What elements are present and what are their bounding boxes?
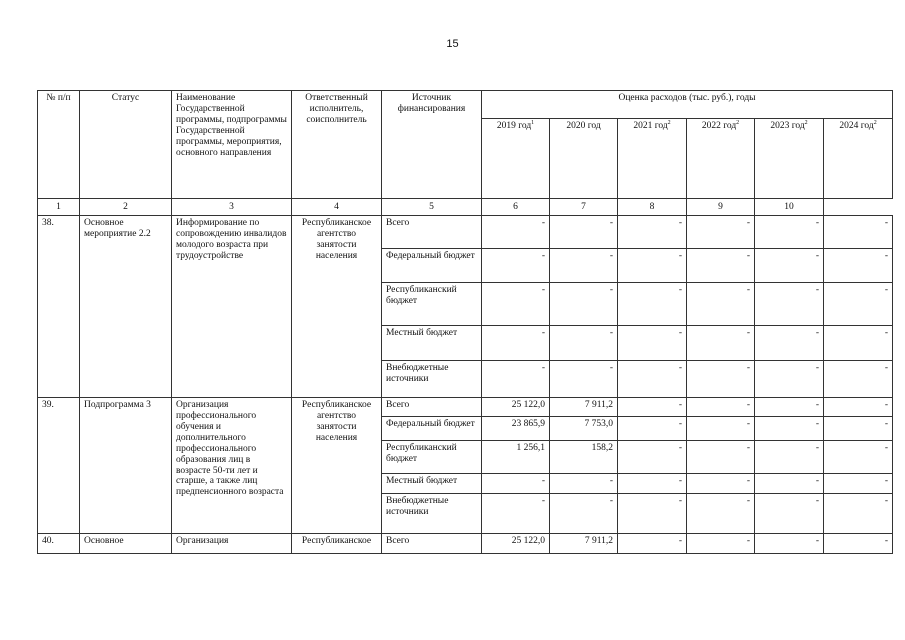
cost-value: - — [618, 441, 687, 474]
cost-value: - — [482, 216, 550, 249]
cost-value: - — [687, 494, 755, 534]
cost-value: - — [755, 474, 824, 494]
cost-value: - — [824, 494, 893, 534]
cost-value: - — [618, 249, 687, 283]
row-number: 40. — [38, 534, 80, 554]
cost-value: - — [482, 249, 550, 283]
cost-value: 25 122,0 — [482, 534, 550, 554]
year-header: 2023 год$^2$ — [755, 119, 824, 199]
cost-value: - — [755, 398, 824, 417]
cost-value: - — [824, 216, 893, 249]
cost-value: - — [550, 216, 618, 249]
cost-value: - — [824, 417, 893, 441]
cost-value: - — [687, 249, 755, 283]
table-row — [38, 534, 893, 554]
cost-value: - — [824, 398, 893, 417]
row-executor: Республиканское агентство занятости населения — [292, 216, 382, 398]
cost-value: - — [687, 534, 755, 554]
year-header: 2020 год — [550, 119, 618, 199]
financing-source: Республиканский бюджет — [382, 283, 482, 326]
cost-value: - — [482, 283, 550, 326]
cost-value: - — [824, 534, 893, 554]
cost-value: - — [755, 494, 824, 534]
row-executor: Республиканское — [292, 534, 382, 554]
page-number: 15 — [446, 38, 459, 50]
row-status: Основное мероприятие 2.2 — [80, 216, 172, 398]
year-header: 2022 год$^2$ — [687, 119, 755, 199]
column-number: 1 — [38, 199, 80, 216]
column-number: 10 — [755, 199, 824, 216]
cost-value: - — [755, 249, 824, 283]
cost-value: 1 256,1 — [482, 441, 550, 474]
row-number: 38. — [38, 216, 80, 398]
header-name: Наименование Государственной программы, подпрограммы Государственной программы, мероприятия, основного направления — [172, 91, 292, 199]
column-number: 3 — [172, 199, 292, 216]
cost-value: - — [618, 494, 687, 534]
cost-value: - — [687, 216, 755, 249]
financing-source: Федеральный бюджет — [382, 417, 482, 441]
cost-value: 7 911,2 — [550, 398, 618, 417]
row-status: Основное — [80, 534, 172, 554]
cost-value: - — [482, 361, 550, 398]
row-status: Подпрограмма 3 — [80, 398, 172, 534]
cost-value: - — [618, 474, 687, 494]
cost-value: - — [687, 361, 755, 398]
column-number: 7 — [550, 199, 618, 216]
cost-value: - — [618, 534, 687, 554]
header-no: № п/п — [38, 91, 80, 199]
financing-source: Внебюджетные источники — [382, 494, 482, 534]
column-number: 6 — [482, 199, 550, 216]
column-number: 9 — [687, 199, 755, 216]
cost-value: - — [755, 283, 824, 326]
cost-value: - — [550, 474, 618, 494]
row-executor: Республиканское агентство занятости населения — [292, 398, 382, 534]
cost-value: - — [618, 417, 687, 441]
table-row — [38, 398, 893, 417]
cost-value: - — [824, 249, 893, 283]
cost-value: - — [618, 326, 687, 361]
year-header: 2024 год$^2$ — [824, 119, 893, 199]
column-number: 5 — [382, 199, 482, 216]
financing-source: Местный бюджет — [382, 326, 482, 361]
table-body — [38, 216, 893, 554]
cost-value: 7 911,2 — [550, 534, 618, 554]
cost-value: - — [550, 249, 618, 283]
cost-value: - — [824, 474, 893, 494]
cost-value: - — [687, 474, 755, 494]
year-header: 2021 год$^2$ — [618, 119, 687, 199]
cost-value: - — [755, 361, 824, 398]
cost-value: - — [550, 326, 618, 361]
financing-source: Местный бюджет — [382, 474, 482, 494]
cost-value: 23 865,9 — [482, 417, 550, 441]
budget-table — [37, 90, 893, 554]
cost-value: - — [618, 398, 687, 417]
row-name: Организация — [172, 534, 292, 554]
header-cost: Оценка расходов (тыс. руб.), годы — [482, 91, 893, 119]
financing-source: Всего — [382, 216, 482, 249]
column-number-row — [38, 199, 893, 216]
cost-value: - — [755, 326, 824, 361]
row-name: Информирование по сопровождению инвалидов молодого возраста при трудоустройстве — [172, 216, 292, 398]
financing-source: Внебюджетные источники — [382, 361, 482, 398]
cost-value: - — [824, 326, 893, 361]
cost-value: - — [482, 326, 550, 361]
cost-value: - — [550, 494, 618, 534]
row-number: 39. — [38, 398, 80, 534]
cost-value: - — [618, 283, 687, 326]
column-number: 2 — [80, 199, 172, 216]
cost-value: - — [824, 283, 893, 326]
cost-value: - — [755, 441, 824, 474]
header-status: Статус — [80, 91, 172, 199]
financing-source: Всего — [382, 398, 482, 417]
row-name: Организация профессионального обучения и дополнительного профессионального образования лиц в возрасте 50-ти лет и старше, а также лиц предпенсионного возраста — [172, 398, 292, 534]
cost-value: - — [755, 534, 824, 554]
cost-value: - — [755, 417, 824, 441]
cost-value: - — [687, 326, 755, 361]
cost-value: - — [687, 283, 755, 326]
header-source: Источник финансирования — [382, 91, 482, 199]
cost-value: - — [824, 361, 893, 398]
cost-value: - — [687, 398, 755, 417]
financing-source: Республиканский бюджет — [382, 441, 482, 474]
cost-value: 25 122,0 — [482, 398, 550, 417]
cost-value: - — [550, 283, 618, 326]
cost-value: - — [550, 361, 618, 398]
cost-value: - — [618, 216, 687, 249]
financing-source: Всего — [382, 534, 482, 554]
cost-value: 7 753,0 — [550, 417, 618, 441]
cost-value: - — [482, 494, 550, 534]
financing-source: Федеральный бюджет — [382, 249, 482, 283]
cost-value: 158,2 — [550, 441, 618, 474]
cost-value: - — [755, 216, 824, 249]
year-header: 2019 год$^1$ — [482, 119, 550, 199]
cost-value: - — [687, 441, 755, 474]
cost-value: - — [824, 441, 893, 474]
table-row — [38, 216, 893, 249]
cost-value: - — [618, 361, 687, 398]
column-number: 8 — [618, 199, 687, 216]
cost-value: - — [687, 417, 755, 441]
column-number: 4 — [292, 199, 382, 216]
cost-value: - — [482, 474, 550, 494]
header-executor: Ответственный исполнитель, соисполнитель — [292, 91, 382, 199]
